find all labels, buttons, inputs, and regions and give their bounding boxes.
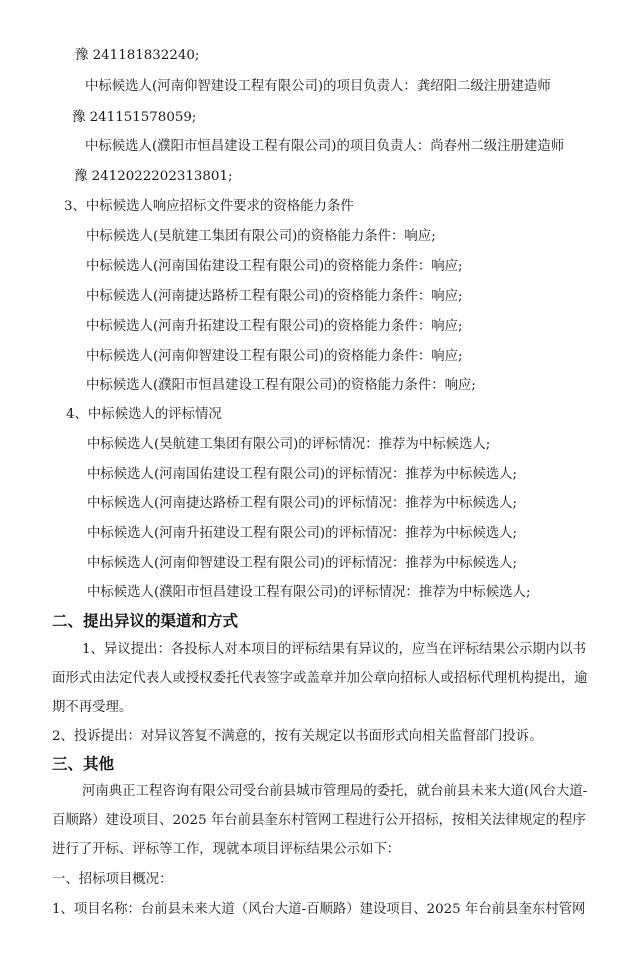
other-paragraph-line: 百顺路）建设项目、2025 年台前县奎东村管网工程进行公开招标，按相关法律规定的程序	[52, 813, 586, 828]
qualification-item: 中标候选人(河南捷达路桥工程有限公司)的资格能力条件：响应;	[86, 289, 463, 304]
evaluation-item: 中标候选人(河南升拓建设工程有限公司)的评标情况：推荐为中标候选人;	[87, 526, 518, 541]
qualification-item: 中标候选人(河南国佑建设工程有限公司)的资格能力条件：响应;	[86, 259, 463, 274]
project-manager-yangzhi: 中标候选人(河南仰智建设工程有限公司)的项目负责人：龚绍阳二级注册建造师	[85, 79, 551, 94]
evaluation-item: 中标候选人(昊航建工集团有限公司)的评标情况：推荐为中标候选人;	[87, 437, 491, 452]
qualification-item: 中标候选人(濮阳市恒昌建设工程有限公司)的资格能力条件：响应;	[86, 378, 476, 393]
objection-paragraph-line: 期不再受理。	[52, 700, 133, 715]
subheading-qualification: 3、中标候选人响应招标文件要求的资格能力条件	[64, 199, 354, 214]
qualification-item: 中标候选人(河南升拓建设工程有限公司)的资格能力条件：响应;	[86, 319, 463, 334]
project-manager-hengchang: 中标候选人(濮阳市恒昌建设工程有限公司)的项目负责人：尚春州二级注册建造师	[85, 139, 565, 154]
objection-paragraph-line: 面形式由法定代表人或授权委托代表签字或盖章并加公章向招标人或招标代理机构提出，逾	[52, 671, 588, 686]
evaluation-item: 中标候选人(河南仰智建设工程有限公司)的评标情况：推荐为中标候选人;	[87, 556, 518, 571]
overview-heading: 一、招标项目概况：	[52, 872, 173, 887]
complaint-paragraph: 2、投诉提出：对异议答复不满意的，按有关规定以书面形式向相关监督部门投诉。	[52, 729, 543, 744]
cert-number-b: 豫 241151578059;	[72, 110, 197, 125]
section-3-heading: 三、其他	[52, 755, 115, 773]
section-2-heading: 二、提出异议的渠道和方式	[52, 612, 239, 630]
qualification-item: 中标候选人(河南仰智建设工程有限公司)的资格能力条件：响应;	[86, 349, 463, 364]
qualification-item: 中标候选人(昊航建工集团有限公司)的资格能力条件：响应;	[86, 229, 436, 244]
other-paragraph-line: 进行了开标、评标等工作，现就本项目评标结果公示如下：	[52, 842, 401, 857]
cert-number-a: 豫 241181832240;	[75, 48, 200, 63]
evaluation-item: 中标候选人(濮阳市恒昌建设工程有限公司)的评标情况：推荐为中标候选人;	[87, 585, 531, 600]
cert-number-c: 豫 2412022202313801;	[74, 169, 233, 184]
objection-paragraph-line: 1、异议提出：各投标人对本项目的评标结果有异议的，应当在评标结果公示期内以书	[82, 642, 586, 657]
evaluation-item: 中标候选人(河南国佑建设工程有限公司)的评标情况：推荐为中标候选人;	[87, 467, 518, 482]
evaluation-item: 中标候选人(河南捷达路桥工程有限公司)的评标情况：推荐为中标候选人;	[87, 496, 518, 511]
subheading-evaluation: 4、中标候选人的评标情况	[66, 407, 222, 422]
project-name-line: 1、项目名称：台前县未来大道（风台大道-百顺路）建设项目、2025 年台前县奎东村管网	[52, 902, 586, 917]
other-paragraph-line: 河南典正工程咨询有限公司受台前县城市管理局的委托，就台前县未来大道(风台大道-	[82, 784, 588, 799]
